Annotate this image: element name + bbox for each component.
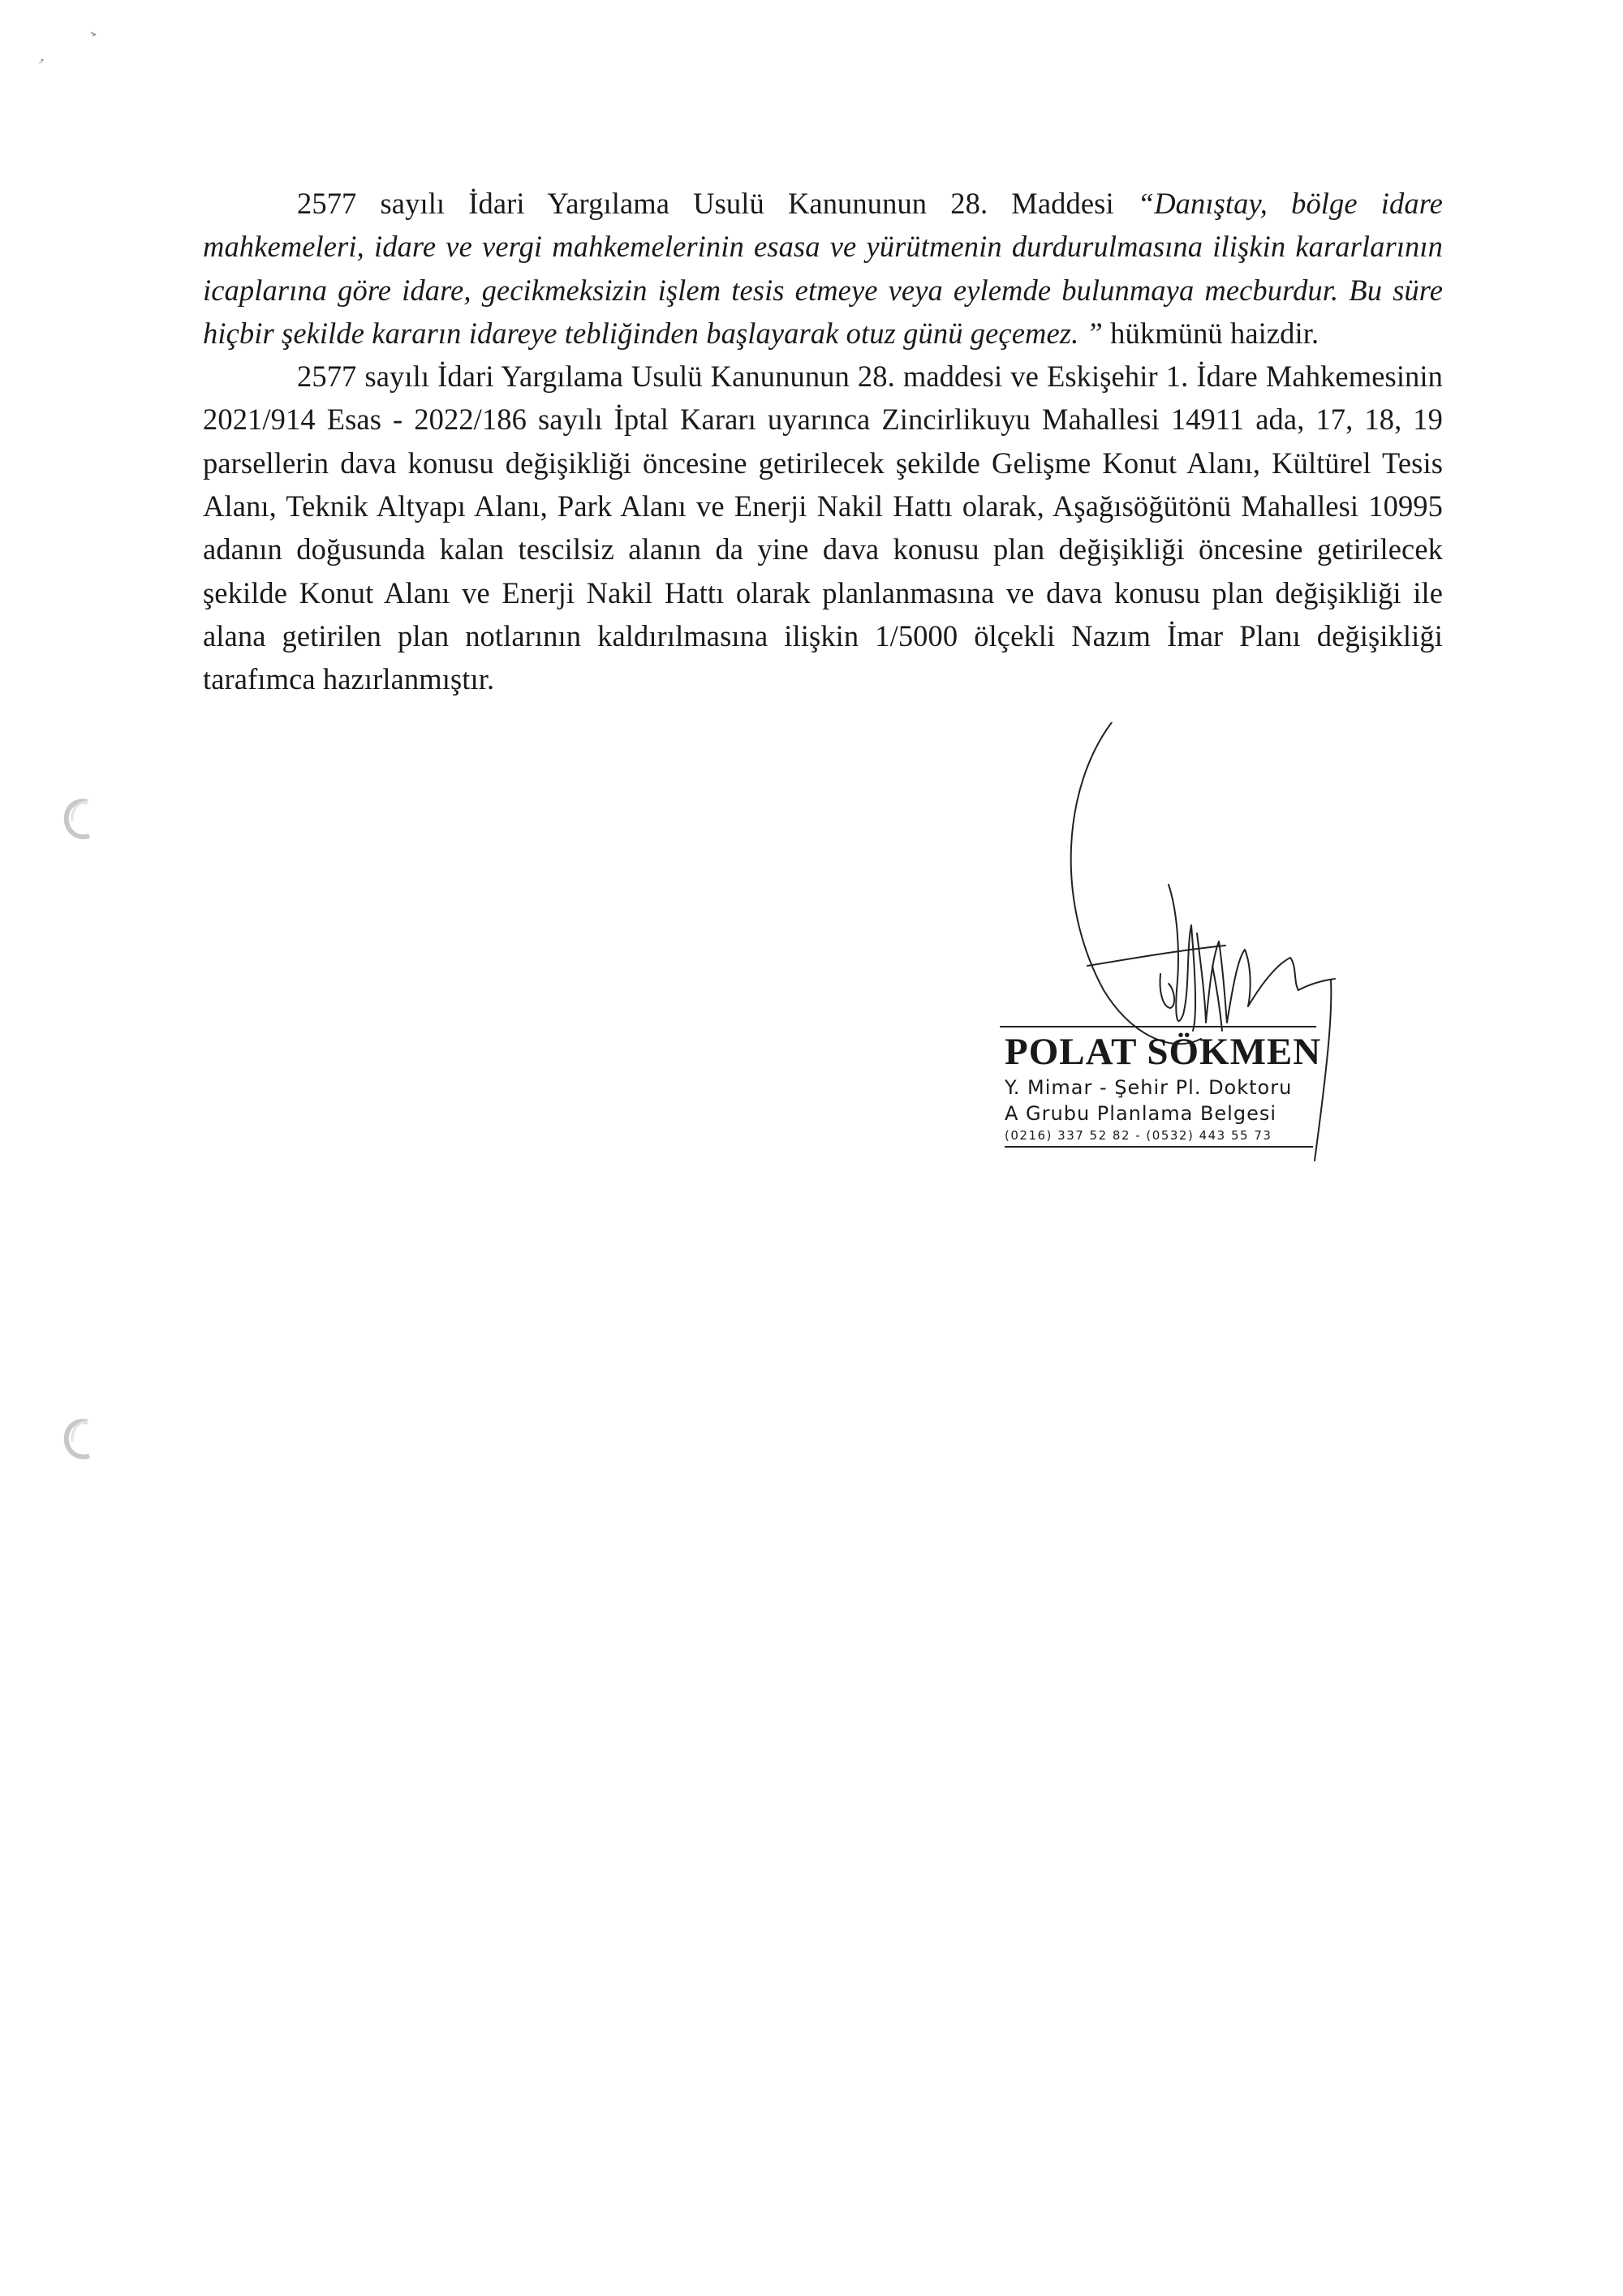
stamp-certificate: A Grubu Planlama Belgesi <box>1005 1102 1277 1125</box>
paragraph-1-quote: “Danıştay, bölge idare mahkemeleri, idare ve vergi mahkemelerinin esasa ve yürütmenin durdurulmasına ilişkin kararlarının icaplarına göre idare, gecikmeksizin işlem tesis etmeye veya eylemde bulunmaya mecburdur. Bu süre hiçbir şekilde kararın idareye tebliğinden başlayarak otuz günü geçemez. ” <box>203 187 1443 350</box>
punch-hole-top <box>57 792 105 849</box>
document-body <box>203 182 1443 701</box>
stamp-name: POLAT SÖKMEN <box>1005 1031 1322 1073</box>
stamp-phones: (0216) 337 52 82 - (0532) 443 55 73 <box>1005 1126 1313 1148</box>
paragraph-1-outro: hükmünü haizdir. <box>1102 316 1319 350</box>
scan-specks <box>32 24 130 73</box>
punch-hole-bottom <box>57 1412 105 1469</box>
paragraph-1-intro: 2577 sayılı İdari Yargılama Usulü Kanununun 28. Maddesi <box>297 187 1138 220</box>
signature-stamp <box>1005 1029 1345 1148</box>
stamp-rule <box>1000 1026 1316 1027</box>
paragraph-2: 2577 sayılı İdari Yargılama Usulü Kanununun 28. maddesi ve Eskişehir 1. İdare Mahkemesinin 2021/914 Esas - 2022/186 sayılı İptal Kararı uyarınca Zincirlikuyu Mahallesi 14911 ada, 17, 18, 19 parsellerin dava konusu değişikliği öncesine getirilecek şekilde Gelişme Konut Alanı, Kültürel Tesis Alanı, Teknik Altyapı Alanı, Park Alanı ve Enerji Nakil Hattı olarak, Aşağısöğütönü Mahallesi 10995 adanın doğusunda kalan tescilsiz alanın da yine dava konusu plan değişikliği öncesine getirilecek şekilde Konut Alanı ve Enerji Nakil Hattı olarak planlanmasına ve dava konusu plan değişikliği ile alana getirilen plan notlarının kaldırılmasına ilişkin 1/5000 ölçekli Nazım İmar Planı değişikliği tarafımca hazırlanmıştır. <box>203 360 1443 696</box>
stamp-title: Y. Mimar - Şehir Pl. Doktoru <box>1005 1076 1293 1099</box>
paragraph-1 <box>203 182 1443 355</box>
